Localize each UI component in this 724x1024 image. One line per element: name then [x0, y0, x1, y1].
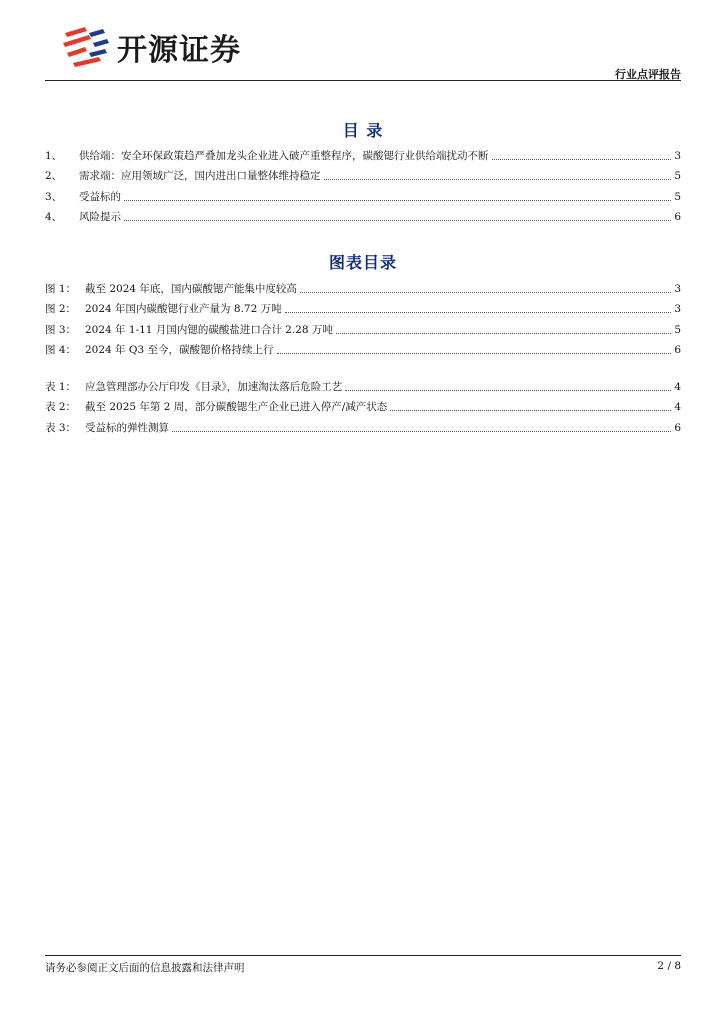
table-entry-page: 6 [674, 421, 681, 434]
table-entry-page: 4 [674, 401, 681, 413]
list-spacer [45, 356, 681, 372]
table-entry-number: 表 2： [45, 401, 77, 413]
table-entry-text: 受益标的弹性测算 [85, 421, 169, 434]
toc-item-text: 受益标的 [79, 190, 121, 203]
toc-leader-dots [285, 312, 672, 313]
figure-entry-page: 6 [674, 344, 681, 356]
figure-entry-text: 2024 年 1-11 月国内锶的碳酸盐进口合计 2.28 万吨 [85, 323, 333, 336]
figure-entry-number: 图 3： [45, 323, 77, 336]
toc-leader-dots [345, 390, 671, 391]
toc-leader-dots [300, 292, 671, 293]
table-entry-number: 表 1： [45, 380, 77, 393]
figure-entry-page: 5 [674, 323, 681, 336]
toc-item-page: 5 [674, 190, 681, 203]
header-divider [45, 80, 681, 81]
figure-entry-number: 图 2： [45, 303, 77, 315]
figure-entry-number: 图 1： [45, 282, 77, 295]
figure-entry-text: 截至 2024 年底，国内碳酸锶产能集中度较高 [85, 282, 297, 295]
toc-item-number: 1、 [45, 149, 63, 162]
toc-title: 目 录 [342, 121, 384, 140]
footer-divider [45, 955, 681, 956]
toc-leader-dots [324, 179, 672, 180]
table-entry-text: 截至 2025 年第 2 周，部分碳酸锶生产企业已进入停产/减产状态 [85, 401, 388, 413]
toc-item-page: 3 [674, 149, 681, 162]
toc-leader-dots [124, 200, 671, 201]
toc-leader-dots [172, 431, 671, 432]
figure-index-list [45, 274, 681, 434]
toc-item-number: 2、 [45, 170, 63, 182]
footer-disclaimer: 请务必参阅正文后面的信息披露和法律声明 [45, 962, 245, 974]
toc-item-text: 需求端：应用领域广泛，国内进出口量整体维持稳定 [79, 170, 321, 182]
figure-entry[interactable] [45, 315, 681, 336]
figure-index-title: 图表目录 [328, 253, 397, 272]
toc-item-number: 4、 [45, 211, 63, 223]
toc-item[interactable] [45, 162, 681, 183]
logo-mark-icon [59, 23, 111, 71]
figure-entry-page: 3 [674, 282, 681, 295]
toc-list [45, 141, 681, 223]
toc-item-text: 风险提示 [79, 211, 121, 223]
toc-leader-dots [277, 353, 672, 354]
toc-item-page: 5 [674, 170, 681, 182]
table-entry-text: 应急管理部办公厅印发《目录》，加速淘汰落后危险工艺 [85, 380, 343, 393]
footer-page-number: 2 / 8 [657, 960, 681, 972]
toc-item[interactable] [45, 203, 681, 224]
figure-entry-page: 3 [674, 303, 681, 315]
table-entry-page: 4 [674, 380, 681, 393]
figure-entry[interactable] [45, 274, 681, 295]
toc-item[interactable] [45, 141, 681, 162]
table-entry[interactable] [45, 413, 681, 434]
table-entry[interactable] [45, 393, 681, 414]
figure-entry-text: 2024 年国内碳酸锶行业产量为 8.72 万吨 [85, 303, 282, 315]
company-logo [59, 22, 299, 72]
toc-item-text: 供给端：安全环保政策趋严叠加龙头企业进入破产重整程序，碳酸锶行业供给端扰动不断 [79, 149, 489, 162]
figure-entry[interactable] [45, 336, 681, 357]
toc-item-page: 6 [674, 211, 681, 223]
toc-leader-dots [390, 410, 671, 411]
toc-leader-dots [492, 159, 672, 160]
figure-entry-number: 图 4： [45, 344, 77, 356]
page-header [45, 14, 681, 82]
toc-leader-dots [124, 220, 671, 221]
toc-item[interactable] [45, 182, 681, 203]
table-entry-number: 表 3： [45, 421, 77, 434]
report-type-label: 行业点评报告 [615, 68, 681, 81]
table-entry[interactable] [45, 372, 681, 393]
toc-item-number: 3、 [45, 190, 63, 203]
figure-entry-text: 2024 年 Q3 至今，碳酸锶价格持续上行 [85, 344, 274, 356]
company-name: 开源证券 [117, 33, 241, 68]
toc-leader-dots [336, 333, 671, 334]
figure-entry[interactable] [45, 295, 681, 316]
